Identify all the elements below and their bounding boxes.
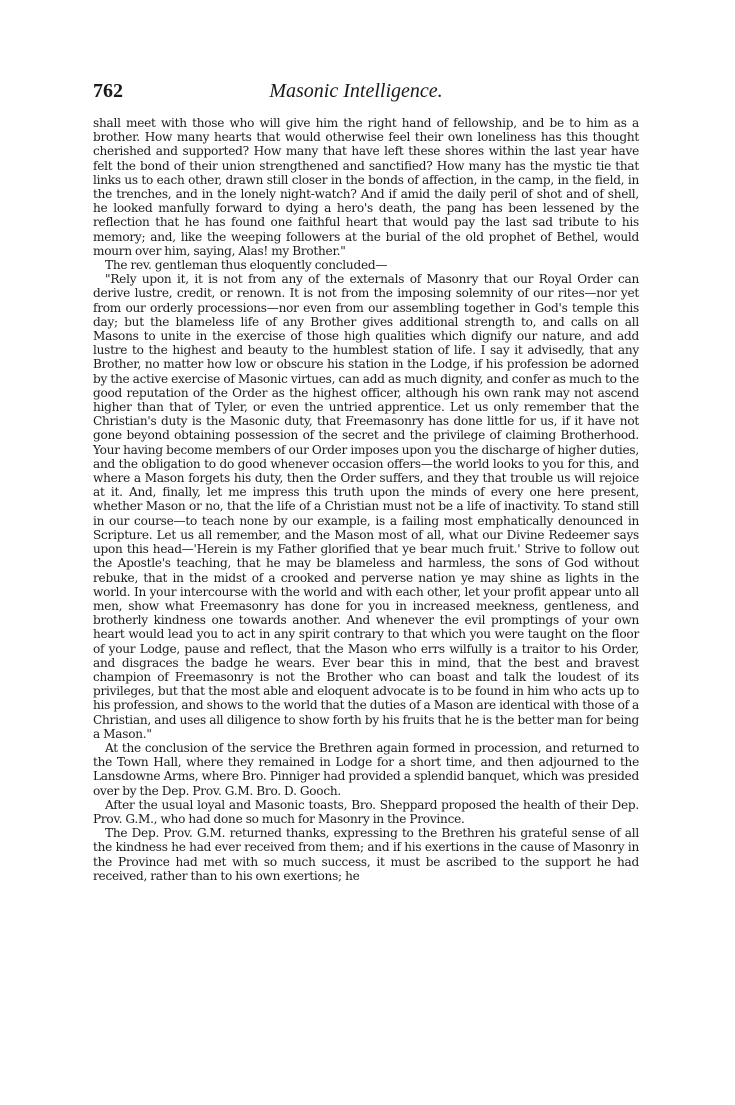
paragraph-continued: shall meet with those who will give him the right hand of fellowship, and be to him as a brother. How many hearts that would otherwise feel their own loneliness has this thought cherished and supported? How many that have left these shores within the last year have felt the bond of their union strengthened and sanctified? How many has the mystic tie that links us to each other, drawn still closer in the bonds of affection, in the camp, in the field, in the trenches, and in the lonely night-watch? And if amid the daily peril of shot and of shell, he looked manfully forward to dying a hero's death, the pang has been lessened by the reflection that he has found one faithful heart that would pay the last sad tribute to his memory; and, like the weeping followers at the burial of the old prophet of Bethel, would mourn over him, saying, Alas! my Brother." <box>93 116 639 258</box>
paragraph: After the usual loyal and Masonic toasts, Bro. Sheppard proposed the health of their Dep. Prov. G.M., who had done so much for Masonry in the Province. <box>93 797 639 826</box>
article-body <box>93 116 639 883</box>
paragraph-quoted-speech: "Rely upon it, it is not from any of the externals of Masonry that our Royal Order can derive lustre, credit, or renown. It is not from the imposing solemnity of our rites—nor yet from our orderly processions—nor even from our assembling together in God's temple this day; but the blameless life of any Brother gives additional strength to, and calls on all Masons to unite in the exercise of those high qualities which dignify our nature, and add lustre to the highest and beauty to the humblest station of life. I say it advisedly, that any Brother, no matter how low or obscure his station in the Lodge, if his profession be adorned by the active exercise of Masonic virtues, can add as much dignity, and confer as much to the good reputation of the Order as the highest officer, although his own rank may not ascend higher than that of Tyler, or even the untried apprentice. Let us only remember that the Christian's duty is the Masonic duty, that Freemasonry has done little for us, if it have not gone beyond obtaining possession of the secret and the privilege of claiming Brotherhood. Your having become members of our Order imposes upon you the discharge of higher duties, and the obligation to do good whenever occasion offers—the world looks to you for this, and where a Mason forgets his duty, then the Order suffers, and they that trouble us will rejoice at it. And, finally, let me impress this truth upon the minds of every one here present, whether Mason or no, that the life of a Christian must not be a life of inactivity. To stand still in our course—to teach none by our example, is a failing most emphatically denounced in Scripture. Let us all remember, and the Mason most of all, what our Divine Redeemer says upon this head—'Herein is my Father glorified that ye bear much fruit.' Strive to follow out the Apostle's teaching, that he may be blameless and harmless, the sons of God without rebuke, that in the midst of a crooked and perverse nation ye may shine as lights in the world. In your intercourse with the world and with each other, let your profit appear unto all men, show what Freemasonry has done for you in increased meekness, gentleness, and brotherly kindness one towards another. And whenever the evil promptings of your own heart would lead you to act in any spirit contrary to that which you were taught on the floor of your Lodge, pause and reflect, that the Mason who errs wilfully is a traitor to his Order, and disgraces the badge he wears. Ever bear this in mind, that the best and bravest champion of Freemasonry is not the Brother who can boast and talk the loudest of its privileges, but that the most able and eloquent advocate is to be found in him who acts up to his profession, and shows to the world that the duties of a Mason are identical with those of a Christian, and uses all diligence to show forth by his fruits that he is the better man for being a Mason." <box>93 272 639 741</box>
page-header <box>93 80 639 114</box>
paragraph: The rev. gentleman thus eloquently concluded— <box>105 258 388 273</box>
paragraph: At the conclusion of the service the Brethren again formed in procession, and returned to the Town Hall, where they remained in Lodge for a short time, and then adjourned to the Lansdowne Arms, where Bro. Pinniger had provided a splendid banquet, which was presided over by the Dep. Prov. G.M. Bro. D. Gooch. <box>93 740 639 798</box>
page-number: 762 <box>93 80 123 102</box>
running-title: Masonic Intelligence. <box>269 80 443 102</box>
paragraph: The Dep. Prov. G.M. returned thanks, expressing to the Brethren his grateful sense of all the kindness he had ever received from them; and if his exertions in the cause of Masonry in the Province had met with so much success, it must be ascribed to the support he had received, rather than to his own exertions; he <box>93 826 639 883</box>
